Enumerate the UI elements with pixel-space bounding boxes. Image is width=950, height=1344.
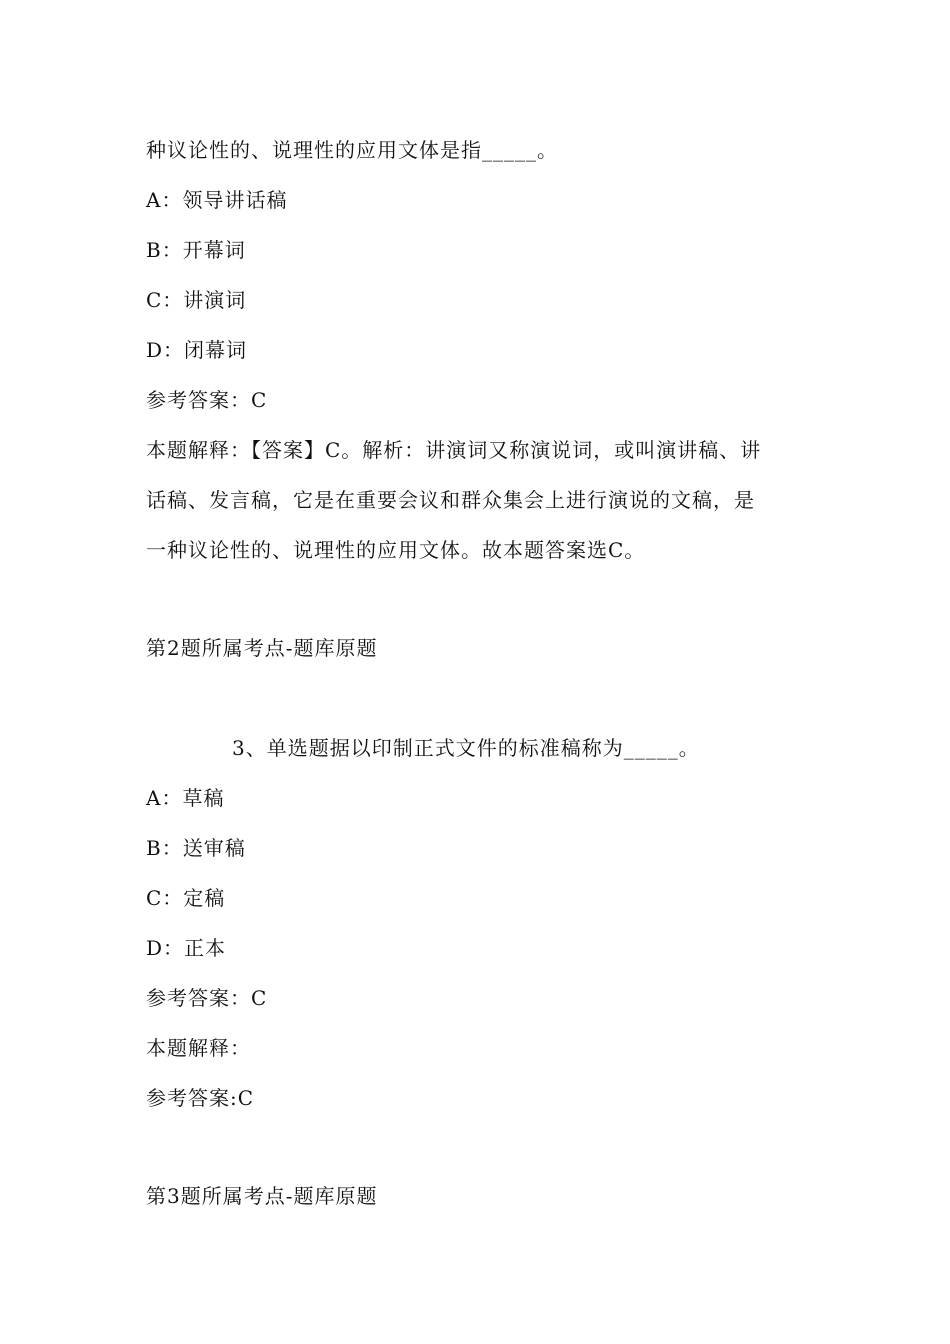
- q3-option-b: B：送审稿: [146, 836, 246, 860]
- q2-option-d: D：闭幕词: [146, 338, 248, 362]
- q2-stem-tail: 种议论性的、说理性的应用文体是指_____。: [146, 138, 558, 162]
- q2-option-c: C：讲演词: [146, 288, 247, 312]
- q3-answer-repeat: 参考答案:C: [146, 1086, 255, 1110]
- q3-option-d: D：正本: [146, 936, 227, 960]
- q3-topic: 第3题所属考点-题库原题: [146, 1184, 378, 1208]
- q2-option-b: B：开幕词: [146, 238, 246, 262]
- q3-explanation-label: 本题解释：: [146, 1036, 251, 1060]
- q3-answer: 参考答案：C: [146, 986, 268, 1010]
- q2-explanation-line-2: 话稿、发言稿，它是在重要会议和群众集会上进行演说的文稿，是: [146, 488, 755, 512]
- q2-answer: 参考答案：C: [146, 388, 268, 412]
- q2-explanation-line-3: 一种议论性的、说理性的应用文体。故本题答案选C。: [146, 538, 646, 562]
- q2-option-a: A：领导讲话稿: [146, 188, 288, 212]
- q3-option-c: C：定稿: [146, 886, 226, 910]
- q2-topic: 第2题所属考点-题库原题: [146, 636, 378, 660]
- q3-option-a: A：草稿: [146, 786, 225, 810]
- q3-stem: 3、单选题据以印制正式文件的标准稿称为_____。: [232, 736, 700, 760]
- q2-explanation-line-1: 本题解释：【答案】C。解析：讲演词又称演说词，或叫演讲稿、讲: [146, 438, 762, 462]
